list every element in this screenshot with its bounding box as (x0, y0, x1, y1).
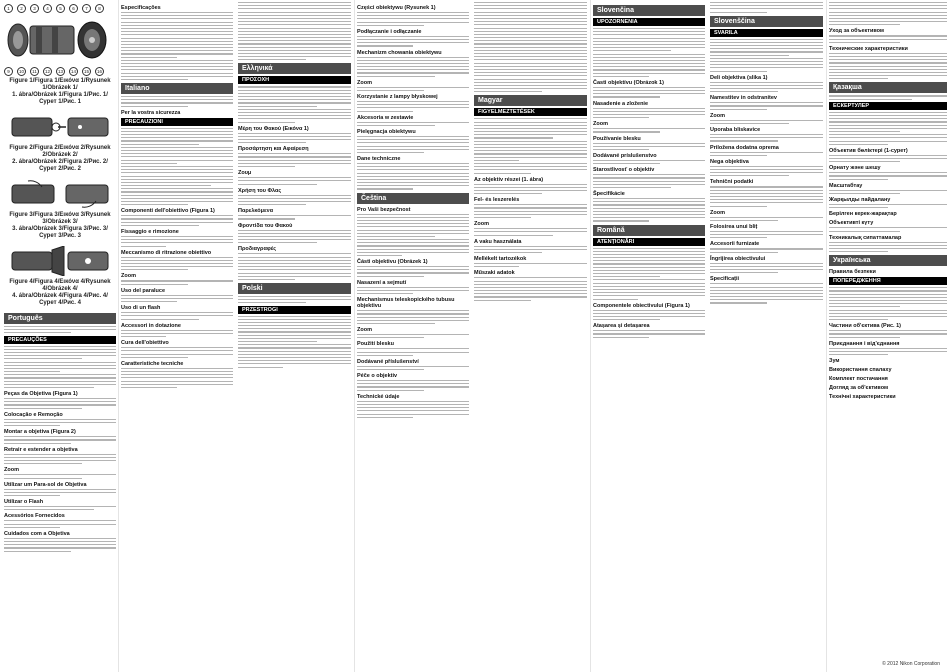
heading-frontida: Φροντίδα του Φακού (238, 222, 293, 229)
spec-list (710, 283, 823, 303)
heading-dohlyad: Догляд за об'єктивом (829, 385, 889, 392)
body-text (357, 266, 469, 277)
body-text (710, 102, 823, 109)
section-title-italiano: Italiano (121, 83, 233, 94)
body-text (593, 160, 705, 164)
spec-list (357, 401, 469, 418)
spec-list (238, 253, 351, 280)
column-russkiy-qazaq-ukrainska (829, 2, 947, 670)
heading-meccanismo: Meccanismo di ritrazione obiettivo (121, 249, 212, 256)
heading-nasazeni: Nasazení a sejmutí (357, 279, 407, 286)
figure-3-retract (4, 179, 116, 209)
figure-1-lens-parts (4, 16, 116, 64)
body-text (710, 39, 823, 72)
body-text (121, 312, 233, 319)
body-text (357, 36, 469, 47)
heading-pielegnacja: Pielęgnacja obiektywu (357, 128, 416, 135)
section-title-portugues: Português (4, 313, 116, 324)
body-text (593, 28, 705, 77)
body-text (474, 2, 587, 92)
body-text (238, 230, 351, 244)
body-text (357, 287, 469, 294)
body-text (829, 348, 947, 355)
heading-chastyny: Частини об'єктива (Рис. 1) (829, 323, 901, 330)
body-text (4, 419, 116, 426)
warning-header: ЕСКЕРТУЛЕР (829, 102, 947, 110)
heading-ornatu: Орнату және шешу (829, 165, 881, 172)
spec-list (474, 277, 587, 300)
body-text (4, 474, 116, 478)
body-text (357, 366, 469, 370)
figure-2-caption: Figure 2/Figura 2/Εικόνα 2/Rysunek 2/Obrázek 2/ 2. ábra/Obrázek 2/Figura 2/Рис. 2/Сурет 2/Рис. 2 (9, 145, 111, 172)
body-text (829, 172, 947, 179)
column-figures-portugues (4, 2, 116, 670)
heading-ingrijirea: Îngrijirea obiectivului (710, 255, 766, 262)
spec-list (121, 368, 233, 388)
heading-zoom: Zoom (710, 209, 725, 216)
section-title-magyar: Magyar (474, 95, 587, 106)
body-text (4, 398, 116, 409)
heading-fel-le: Fel- és leszerelés (474, 197, 520, 204)
figure-3-caption: Figure 3/Figura 3/Εικόνα 3/Rysunek 3/Obrázek 3/ 3. ábra/Obrázek 3/Figura 3/Рис. 3/Сурет 3/Рис. 3 (9, 212, 111, 239)
heading-podlaczanie: Podłączanie i odłączanie (357, 28, 422, 35)
heading-akcesoria: Akcesoria w zestawie (357, 114, 414, 121)
body-text (829, 35, 947, 42)
heading-cuidados: Cuidados com a Objetiva (4, 530, 70, 537)
body-text (4, 346, 116, 389)
warning-header: FIGYELMEZTETÉSEK (474, 108, 587, 116)
body-text (829, 330, 947, 337)
body-text (474, 184, 587, 195)
heading-pro-vasi: Pro Vaši bezpečnost (357, 206, 411, 213)
heading-paraluce: Uso del paraluce (121, 287, 166, 294)
heading-zoom: Масштабтау (829, 182, 863, 189)
body-text (357, 380, 469, 391)
heading-parelkomena: Παρελκόμενα (238, 208, 274, 215)
heading-pecas: Peças da Objetiva (Figura 1) (4, 391, 78, 398)
heading-especificacoes: Especificações (121, 5, 161, 11)
warning-header: ATENȚIONĂRI (593, 238, 705, 246)
spec-list (357, 163, 469, 190)
body-text (710, 217, 823, 221)
heading-casti: Části objektivu (Obrázek 1) (357, 259, 428, 266)
heading-flash: Uso di un flash (121, 305, 161, 312)
body-text (829, 190, 947, 194)
body-text (710, 152, 823, 156)
body-text (4, 538, 116, 552)
heading-prosarmogi: Προσάρτηση και Αφαίρεση (238, 146, 309, 153)
body-text (121, 60, 233, 80)
section-title-qazaq: Қазақша (829, 82, 947, 93)
body-text (357, 310, 469, 324)
body-text (593, 330, 705, 337)
column-slovenscina (710, 2, 823, 670)
body-text (238, 86, 351, 122)
heading-dodatki: Priložena dodatna oprema (710, 144, 779, 151)
body-text (710, 134, 823, 141)
heading-para-sol: Utilizar um Para-sol de Objetiva (4, 481, 87, 488)
column-magyar (474, 2, 587, 670)
body-text (829, 227, 947, 231)
body-text (121, 257, 233, 271)
spec-list (829, 242, 947, 253)
section-title-ellinika: Ελληνικά (238, 63, 351, 74)
heading-meri: Μέρη του Φακού (Εικόνα 1) (238, 125, 309, 132)
section-title-polski: Polski (238, 283, 351, 294)
heading-zoom: Zoom (357, 79, 372, 86)
body-text (4, 520, 116, 527)
heading-technicke: Technické údaje (357, 393, 400, 400)
heading-zoom: Зум (829, 358, 840, 365)
figure-2-mounting (4, 112, 116, 142)
callouts-top: 1 2 3 4 5 6 7 8 (4, 4, 116, 13)
body-text (593, 143, 705, 150)
body-text (121, 236, 233, 247)
heading-dane: Dane techniczne (357, 155, 401, 162)
mounting-diagram-icon (8, 112, 112, 142)
body-text (4, 489, 116, 496)
warning-header: UPOZORNENIA (593, 18, 705, 26)
lens-diagram-icon (6, 16, 114, 64)
body-text (829, 95, 947, 99)
section-title-slovenscina: Slovenščina (710, 16, 823, 27)
heading-sipattamalar: Техникалық сипаттамалар (829, 234, 902, 241)
spec-list (593, 198, 705, 221)
heading-muszaki: Műszaki adatok (474, 270, 515, 277)
heading-zoom: Zoom (121, 273, 136, 280)
body-text (121, 128, 233, 206)
body-text (238, 133, 351, 144)
heading-pravyla: Правила безпеки (829, 269, 876, 276)
column-polski (357, 2, 469, 670)
heading-vaku: A vaku használata (474, 238, 522, 245)
heading-ukhod: Уход за объективом (829, 28, 885, 35)
body-text (121, 295, 233, 302)
heading-zoom: Zoom (593, 121, 608, 128)
body-text (474, 228, 587, 235)
body-text (238, 177, 351, 184)
section-title-cestina: Čeština (357, 193, 469, 204)
body-text (710, 231, 823, 238)
heading-zoom: Zoom (4, 467, 19, 474)
body-text (593, 174, 705, 188)
warning-header: SVARILA (710, 29, 823, 37)
body-text (357, 348, 469, 355)
heading-tehnicni: Tehnični podatki (710, 179, 754, 186)
heading-tartozekok: Mellékelt tartozékok (474, 256, 527, 263)
body-text (829, 287, 947, 320)
body-text (829, 155, 947, 162)
heading-nega: Nega objektiva (710, 158, 749, 165)
fold-line (118, 0, 119, 672)
heading-zoom: Ζουμ (238, 170, 252, 177)
body-text (4, 454, 116, 465)
heading-montar: Montar a objetiva (Figura 2) (4, 429, 76, 436)
heading-zoom: Zoom (710, 112, 725, 119)
heading-czesci: Części obiektywu (Rysunek 1) (357, 5, 436, 11)
body-text (593, 87, 705, 98)
body-text (238, 153, 351, 167)
body-text (4, 326, 116, 333)
column-italiano (121, 2, 233, 670)
fold-line (590, 0, 591, 672)
heading-per-la-vostra: Per la vostra sicurezza (121, 109, 181, 116)
body-text (829, 112, 947, 145)
heading-blitz: Folosirea unui bliț (710, 223, 758, 230)
heading-nasadenie: Nasadenie a zloženie (593, 100, 649, 107)
body-text (357, 57, 469, 77)
body-text (357, 136, 469, 153)
body-text (238, 215, 351, 219)
body-text (4, 506, 116, 510)
spec-list (121, 12, 233, 58)
section-title-romana: Română (593, 225, 705, 236)
body-text (474, 118, 587, 173)
heading-deli: Deli objektiva (slika 1) (710, 74, 768, 81)
heading-componente: Componentele obiectivului (Figura 1) (593, 302, 690, 309)
heading-starostlivost: Starostlivosť o objektív (593, 167, 655, 174)
heading-pece: Péče o objektiv (357, 373, 398, 380)
body-text (710, 120, 823, 124)
heading-caratteristiche: Caratteristiche tecniche (121, 360, 184, 367)
warning-header: PRECAUÇÕES (4, 336, 116, 344)
body-text (593, 248, 705, 300)
body-text (357, 101, 469, 112)
heading-zoom: Zoom (357, 327, 372, 334)
callouts-bottom: 9 10 11 12 13 14 15 16 (4, 67, 116, 76)
body-text (121, 347, 233, 358)
figure-4-caption: Figure 4/Figura 4/Εικόνα 4/Rysunek 4/Obrázek 4/ 4. ábra/Obrázek 4/Figura 4/Рис. 4/Сурет 4/Рис. 4 (9, 279, 111, 306)
body-text (121, 330, 233, 337)
heading-accessori: Accessori in dotazione (121, 322, 181, 329)
heading-blesk: Používanie blesku (593, 135, 641, 142)
fold-line (826, 0, 827, 672)
body-text (238, 296, 351, 303)
heading-flash: Utilizar o Flash (4, 499, 44, 506)
heading-prykriplennya: Приєднання і від'єднання (829, 340, 900, 347)
body-text (357, 214, 469, 257)
heading-korzystanie: Korzystanie z lampy błyskowej (357, 94, 438, 100)
heading-tekhnicheskie: Технические характеристики (829, 45, 908, 52)
retract-diagram-icon (8, 179, 112, 209)
heading-kutim: Объективті күту (829, 220, 874, 227)
heading-specifikacie: Špecifikácie (593, 191, 625, 198)
body-text (121, 280, 233, 284)
body-text (357, 12, 469, 26)
body-text (829, 2, 947, 25)
heading-mechanizm: Mechanizm chowania obiektywu (357, 49, 442, 56)
heading-kerek: Берілген керек-жарақтар (829, 211, 897, 218)
body-text (474, 246, 587, 253)
body-text (829, 204, 947, 208)
heading-spalakh: Використання спалаху (829, 367, 892, 374)
copyright-notice: © 2012 Nikon Corporation (882, 661, 940, 667)
heading-zoom: Zoom (474, 221, 489, 228)
warning-header: PRZESTROGI (238, 306, 351, 314)
heading-cura: Cura dell'obiettivo (121, 340, 169, 347)
heading-specificatii: Specificații (710, 276, 740, 283)
body-text (710, 82, 823, 93)
heading-componenti: Componenti dell'obiettivo (Figura 1) (121, 208, 215, 215)
body-text (238, 195, 351, 206)
heading-acessorios: Acessórios Fornecidos (4, 513, 65, 520)
body-text (357, 122, 469, 126)
figure-4-hood (4, 246, 116, 276)
heading-flash: Χρήση του Φλας (238, 187, 282, 194)
heading-prodiagrafes: Προδιαγραφές (238, 246, 277, 253)
section-title-slovencina: Slovenčina (593, 5, 705, 16)
spec-list (829, 53, 947, 80)
heading-mechanismus: Mechanismus teleskopického tubusu objektivu (357, 297, 455, 310)
section-title-ukrainska: Українська (829, 255, 947, 266)
heading-casti: Časti objektívu (Obrázok 1) (593, 79, 664, 86)
heading-reszei: Az objektív részei (1. ábra) (474, 176, 544, 183)
heading-pryladdya: Комплект постачання (829, 376, 888, 383)
body-text (4, 436, 116, 443)
heading-namestitev: Namestitev in odstranitev (710, 95, 777, 102)
fold-line (354, 0, 355, 672)
body-text (593, 108, 705, 119)
body-text (710, 2, 823, 13)
warning-header: PRECAUZIONI (121, 118, 233, 126)
body-text (593, 128, 705, 132)
heading-retrair: Retrair e estender a objetiva (4, 446, 78, 453)
body-text (710, 166, 823, 177)
column-slovencina (593, 2, 705, 670)
figure-1-caption: Figure 1/Figura 1/Εικόνα 1/Rysunek 1/Obrázek 1/ 1. ábra/Obrázek 1/Figura 1/Рис. 1/Сурет 1/Рис. 1 (9, 78, 111, 105)
heading-blesk: Použití blesku (357, 341, 394, 348)
body-text (593, 310, 705, 321)
body-text (238, 316, 351, 368)
spec-list (710, 186, 823, 206)
heading-blisk: Uporaba bliskavice (710, 127, 761, 134)
body-text (121, 215, 233, 226)
warning-header: ПОПЕРЕДЖЕННЯ (829, 277, 947, 285)
column-ellinika (238, 2, 351, 670)
body-text (474, 263, 587, 267)
lens-hood-diagram-icon (8, 246, 112, 276)
heading-prislusenstvi: Dodávané příslušenství (357, 358, 419, 365)
heading-tekhnichni: Технічні характеристики (829, 394, 896, 401)
heading-colocacao: Colocação e Remoção (4, 411, 63, 418)
heading-zhargyl: Жарқылды пайдалану (829, 197, 891, 204)
body-text (238, 2, 351, 60)
heading-fissaggio: Fissaggio e rimozione (121, 228, 179, 235)
body-text (357, 334, 469, 338)
heading-prislusenstvo: Dodávané príslušenstvo (593, 152, 657, 159)
body-text (357, 87, 469, 91)
heading-bolikteri: Объектив бөліктері (1-сурет) (829, 147, 908, 154)
body-text (710, 263, 823, 274)
heading-accesorii: Accesorii furnizate (710, 241, 760, 248)
body-text (710, 248, 823, 252)
body-text (474, 204, 587, 218)
body-text (121, 96, 233, 107)
warning-header: ΠΡΟΣΟΧΗ (238, 76, 351, 84)
heading-atasare: Atașarea și detașarea (593, 323, 650, 330)
